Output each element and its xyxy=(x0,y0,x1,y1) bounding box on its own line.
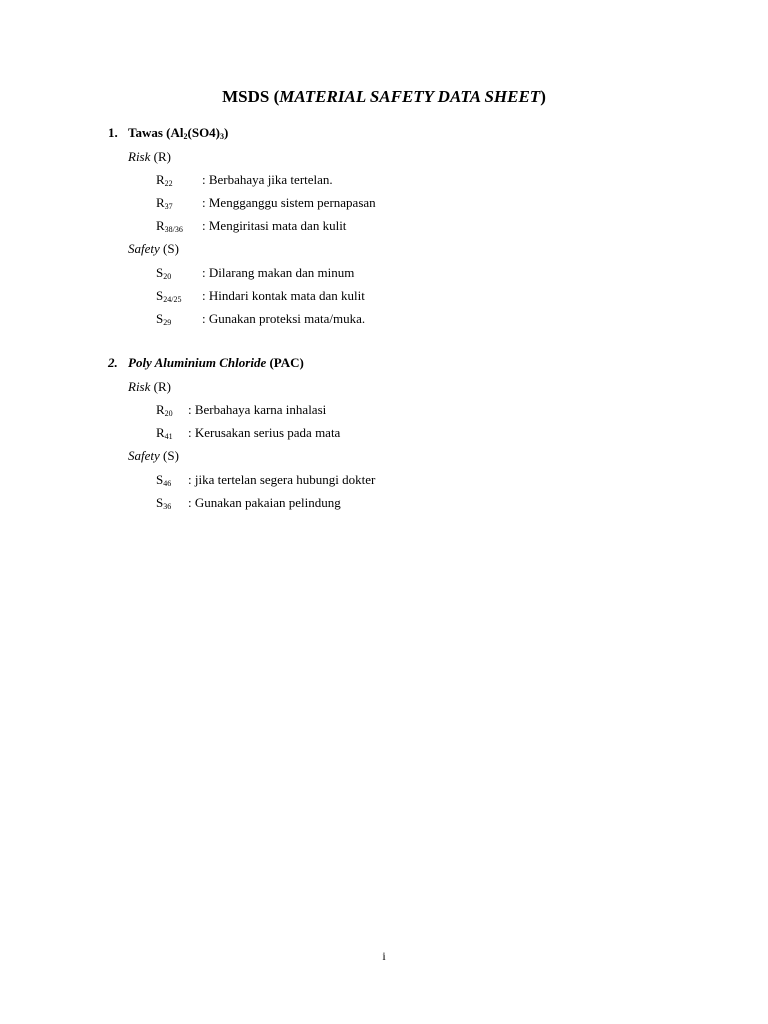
safety-code xyxy=(156,287,181,309)
risk-code xyxy=(156,401,173,423)
safety-code-letter: S xyxy=(156,495,164,510)
title-suffix: ) xyxy=(540,87,546,106)
risk-code-letter: R xyxy=(156,402,165,417)
safety-code xyxy=(156,471,171,493)
safety-label-italic: Safety xyxy=(128,448,160,463)
safety-label-italic: Safety xyxy=(128,241,160,256)
risk-code xyxy=(156,424,173,446)
section-1-name-part1: Tawas (Al xyxy=(128,125,184,140)
page-title xyxy=(0,86,768,108)
section-1-name-part3: ) xyxy=(224,125,229,140)
risk-description: : Mengiritasi mata dan kulit xyxy=(202,218,347,233)
risk-code-sub: 22 xyxy=(164,179,173,188)
section-1-risk-label xyxy=(128,148,171,166)
risk-label-suffix: (R) xyxy=(150,149,171,164)
risk-description: : Berbahaya karna inhalasi xyxy=(188,402,327,417)
risk-code-letter: R xyxy=(156,172,165,187)
safety-code-sub: 20 xyxy=(163,272,172,281)
safety-description: : Gunakan proteksi mata/muka. xyxy=(202,311,366,326)
safety-code xyxy=(156,310,171,332)
section-2-safety-label xyxy=(128,447,179,465)
safety-code-sub: 29 xyxy=(163,318,172,327)
section-2-heading xyxy=(108,354,304,372)
safety-code-sub: 24/25 xyxy=(163,295,182,304)
safety-code-letter: S xyxy=(156,311,164,326)
risk-code-sub: 37 xyxy=(164,202,173,211)
safety-code xyxy=(156,494,171,516)
risk-code-letter: R xyxy=(156,425,165,440)
section-2-risk-label xyxy=(128,378,171,396)
safety-code-letter: S xyxy=(156,265,164,280)
safety-description: : Gunakan pakaian pelindung xyxy=(188,495,341,510)
safety-code-sub: 36 xyxy=(163,502,172,511)
page-number: i xyxy=(382,949,386,963)
title-italic: MATERIAL SAFETY DATA SHEET xyxy=(279,87,541,106)
title-prefix: MSDS ( xyxy=(222,87,280,106)
risk-code-sub: 41 xyxy=(164,432,173,441)
risk-description: : Mengganggu sistem pernapasan xyxy=(202,195,376,210)
section-2-name-italic: Poly Aluminium Chloride xyxy=(128,355,267,370)
section-1-heading xyxy=(108,124,228,146)
section-1-number: 1. xyxy=(108,125,118,140)
risk-label-italic: Risk xyxy=(128,379,151,394)
safety-code xyxy=(156,264,171,286)
section-1-name-sub1: 2 xyxy=(183,132,188,141)
risk-description: : Berbahaya jika tertelan. xyxy=(202,172,333,187)
risk-code xyxy=(156,171,173,193)
section-1-name-part2: (SO4) xyxy=(187,125,221,140)
safety-label-suffix: (S) xyxy=(159,448,179,463)
safety-code-letter: S xyxy=(156,288,164,303)
safety-description: : Hindari kontak mata dan kulit xyxy=(202,288,365,303)
section-2-number: 2. xyxy=(108,355,118,370)
safety-description: : Dilarang makan dan minum xyxy=(202,265,355,280)
section-2-name-suffix: (PAC) xyxy=(266,355,304,370)
risk-code xyxy=(156,194,173,216)
safety-description: : jika tertelan segera hubungi dokter xyxy=(188,472,376,487)
risk-code-sub: 38/36 xyxy=(164,225,183,234)
risk-label-suffix: (R) xyxy=(150,379,171,394)
section-1-safety-label xyxy=(128,240,179,258)
risk-code-sub: 20 xyxy=(164,409,173,418)
section-1-name-sub2: 3 xyxy=(220,132,225,141)
risk-description: : Kerusakan serius pada mata xyxy=(188,425,341,440)
risk-code-letter: R xyxy=(156,195,165,210)
risk-code xyxy=(156,217,183,239)
safety-code-sub: 46 xyxy=(163,479,172,488)
safety-code-letter: S xyxy=(156,472,164,487)
safety-label-suffix: (S) xyxy=(159,241,179,256)
risk-code-letter: R xyxy=(156,218,165,233)
risk-label-italic: Risk xyxy=(128,149,151,164)
